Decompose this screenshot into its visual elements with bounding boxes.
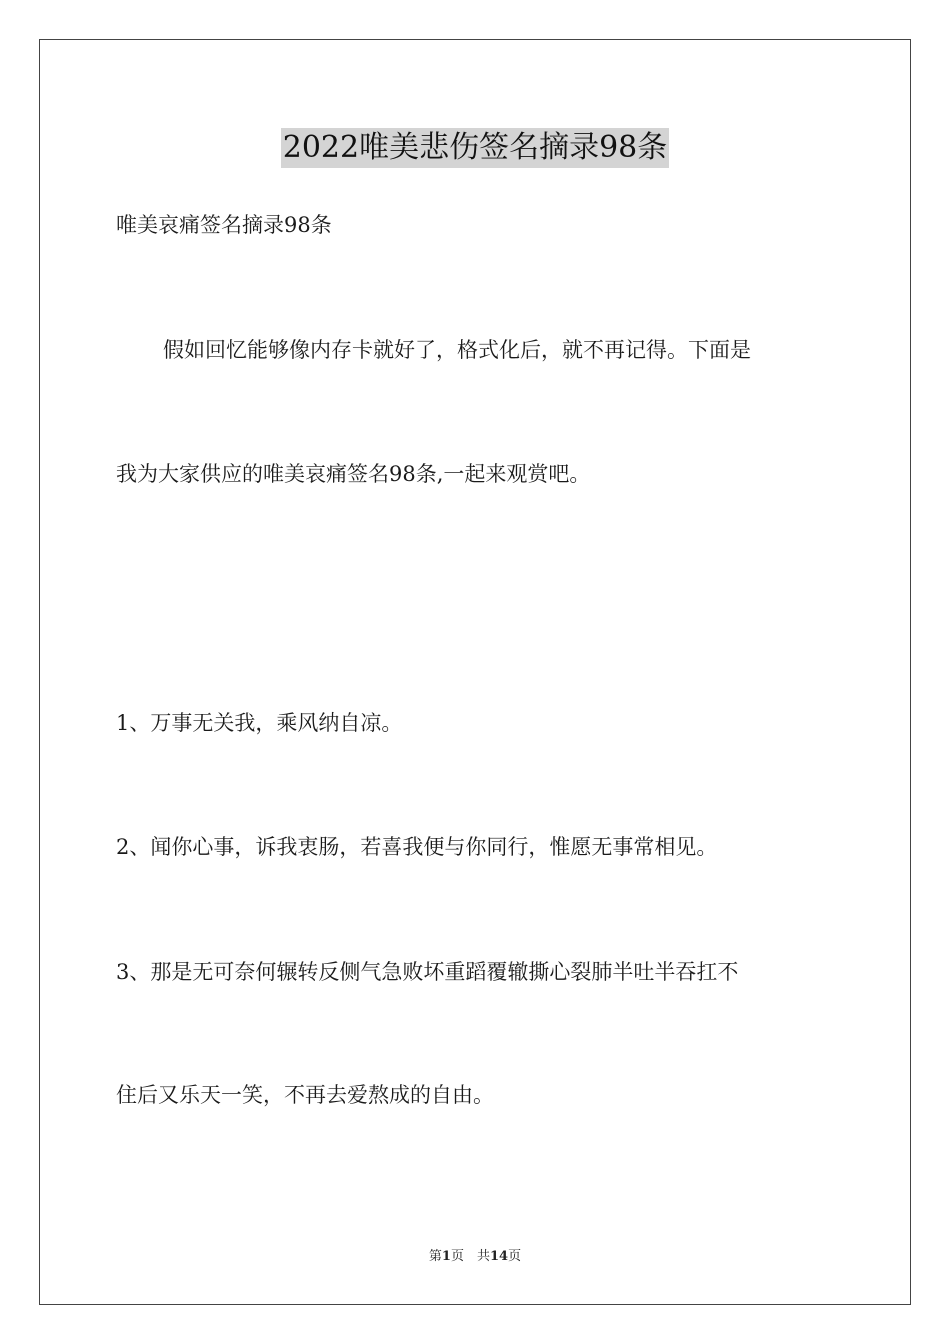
title-container [0,128,950,168]
list-item-3-line-2: 住后又乐天一笑，不再去爱熬成的自由。 [116,1083,494,1107]
footer-page-prefix: 第 [428,1249,442,1264]
page-footer [0,1248,950,1266]
list-item-1: 1、万事无关我，乘风纳自凉。 [116,711,403,735]
intro-paragraph-line-1: 假如回忆能够像内存卡就好了，格式化后，就不再记得。下面是 [163,338,751,362]
list-item-2: 2、闻你心事，诉我衷肠，若喜我便与你同行，惟愿无事常相见。 [116,835,718,859]
footer-page-suffix: 页 [508,1249,522,1264]
document-title: 2022唯美悲伤签名摘录98条 [281,128,670,168]
list-item-3-line-1: 3、那是无可奈何辗转反侧气急败坏重蹈覆辙撕心裂肺半吐半吞扛不 [116,960,739,984]
footer-page-total: 14 [489,1249,509,1264]
footer-page-current: 1 [441,1249,451,1264]
intro-paragraph-line-2: 我为大家供应的唯美哀痛签名98条,一起来观赏吧。 [116,462,591,486]
footer-page-mid: 页 共 [450,1249,490,1264]
document-subtitle: 唯美哀痛签名摘录98条 [116,213,332,237]
